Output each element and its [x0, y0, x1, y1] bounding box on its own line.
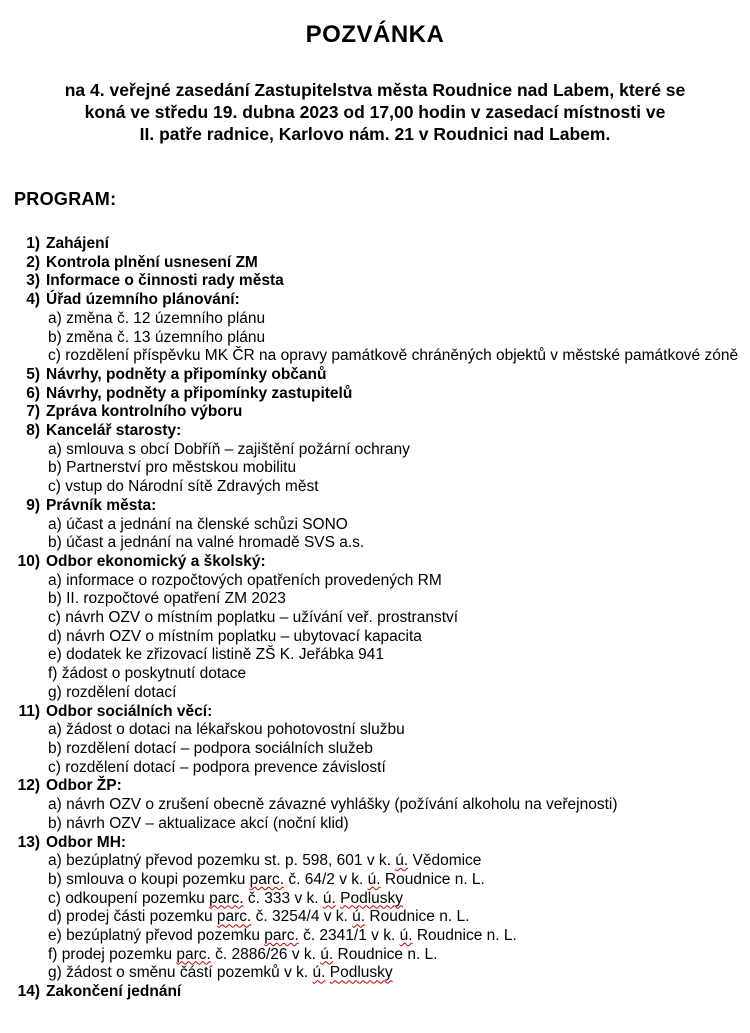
- program-item: [0, 403, 742, 422]
- program-subitem: [0, 721, 742, 740]
- misspelled-word: ú.: [395, 852, 409, 870]
- misspelled-word: parc.: [209, 889, 244, 907]
- program-item: [0, 553, 742, 572]
- intro-line: koná ve středu 19. dubna 2023 od 17,00 hodin v zasedací místnosti ve: [84, 102, 666, 122]
- intro-paragraph: [0, 79, 750, 145]
- subitem-text: Roudnice n. L.: [412, 927, 517, 945]
- subitem-text: změna č. 13 územního plánu: [66, 328, 266, 346]
- program-subitem: [0, 347, 742, 366]
- subitem-text: prodej části pozemku: [66, 908, 217, 926]
- misspelled-word: ú.: [312, 964, 326, 982]
- subitem-text: dodatek ke zřizovací listině ZŠ K. Jeřábka 941: [66, 646, 385, 664]
- misspelled-word: parc.: [264, 927, 299, 945]
- program-item-number: 14): [17, 983, 40, 1001]
- subitem-text: návrh OZV o místním poplatku – užívání veř. prostranství: [65, 609, 459, 627]
- program-subitem: [0, 516, 742, 535]
- program-subitem-label: c): [48, 347, 61, 365]
- subitem-text: žádost o směnu částí pozemků v k.: [66, 964, 313, 982]
- misspelled-word: Podlusky: [329, 964, 393, 982]
- program-subitem-label: c): [48, 889, 61, 907]
- program-subitem-label: g): [48, 683, 62, 701]
- program-subitem: [0, 441, 742, 460]
- program-item: [0, 291, 742, 310]
- subitem-text: č. 333 v k.: [243, 889, 323, 907]
- program-item-number: 5): [26, 365, 40, 383]
- subitem-text: návrh OZV o zrušení obecně závazné vyhlášky (požívání alkoholu na veřejnosti): [66, 796, 618, 814]
- program-subitem-label: b): [48, 328, 62, 346]
- misspelled-word: parc.: [176, 945, 211, 963]
- document-title: POZVÁNKA: [305, 21, 445, 48]
- program-item-title: Kontrola plnění usnesení ZM: [46, 253, 258, 271]
- subitem-text: Vědomice: [408, 852, 482, 870]
- subitem-text: smlouva o koupi pozemku: [66, 870, 250, 888]
- program-subitem-label: g): [48, 964, 62, 982]
- program-subitem: [0, 609, 742, 628]
- misspelled-word: ú.: [320, 945, 334, 963]
- program-subitem-label: f): [48, 665, 58, 683]
- program-subitem-label: e): [48, 927, 62, 945]
- program-item-number: 10): [17, 552, 40, 570]
- program-item-title: Zpráva kontrolního výboru: [46, 403, 243, 421]
- program-subitem: [0, 871, 742, 890]
- program-subitem: [0, 946, 742, 965]
- program-subitem: [0, 534, 742, 553]
- program-subitem: [0, 890, 742, 909]
- program-item: [0, 497, 742, 516]
- program-item-title: Odbor sociálních věcí:: [46, 702, 213, 720]
- program-subitem-label: b): [48, 870, 62, 888]
- program-item-number: 2): [26, 253, 40, 271]
- subitem-text: č. 2341/1 v k.: [298, 927, 400, 945]
- subitem-text: Partnerství pro městskou mobilitu: [66, 459, 297, 477]
- misspelled-word: ú.: [352, 908, 366, 926]
- program-subitem: [0, 927, 742, 946]
- program-subitem-label: b): [48, 739, 62, 757]
- program-item-number: 11): [18, 702, 40, 720]
- program-subitem-label: b): [48, 459, 62, 477]
- subitem-text: rozdělení příspěvku MK ČR na opravy památkově chráněných objektů v městské památkové zóně: [65, 347, 739, 365]
- program-item-title: Odbor ŽP:: [46, 777, 122, 795]
- program-subitem: [0, 590, 742, 609]
- program-item-number: 12): [17, 777, 40, 795]
- program-heading: PROGRAM:: [14, 189, 117, 209]
- program-item-number: 13): [17, 833, 40, 851]
- subitem-text: prodej pozemku: [61, 945, 177, 963]
- program-subitem: [0, 684, 742, 703]
- program-subitem-label: c): [48, 609, 61, 627]
- program-subitem-label: c): [48, 478, 61, 496]
- program-subitem-label: d): [48, 908, 62, 926]
- subitem-text: návrh OZV – aktualizace akcí (noční klid): [66, 814, 349, 832]
- program-subitem-label: a): [48, 721, 62, 739]
- subitem-text: žádost o poskytnutí dotace: [61, 665, 247, 683]
- subitem-text: účast a jednání na členské schůzi SONO: [66, 515, 348, 533]
- subitem-text: č. 3254/4 v k.: [251, 908, 353, 926]
- program-subitem: [0, 665, 742, 684]
- program-subitem-label: d): [48, 627, 62, 645]
- program-subitem: [0, 646, 742, 665]
- misspelled-word: parc.: [216, 908, 252, 926]
- subitem-text: bezúplatný převod pozemku st. p. 598, 601 v k.: [66, 852, 396, 870]
- program-subitem-label: a): [48, 515, 62, 533]
- program-item-number: 4): [26, 291, 40, 309]
- program-subitem: [0, 572, 742, 591]
- subitem-text: účast a jednání na valné hromadě SVS a.s.: [66, 534, 365, 552]
- subitem-text: Roudnice n. L.: [380, 870, 485, 888]
- program-item-number: 1): [26, 235, 40, 252]
- subitem-text: smlouva s obcí Dobříň – zajištění požární ochrany: [66, 440, 410, 458]
- program-subitem-label: b): [48, 590, 62, 608]
- program-subitem-label: a): [48, 309, 62, 327]
- subitem-text: č. 2886/26 v k.: [210, 945, 321, 963]
- program-subitem: [0, 796, 742, 815]
- misspelled-word: ú.: [399, 927, 413, 945]
- program-subitem: [0, 964, 742, 983]
- program-item: [0, 422, 742, 441]
- program-item-title: Právník města:: [46, 496, 157, 514]
- program-item-title: Úřad územního plánování:: [46, 291, 240, 309]
- intro-line: na 4. veřejné zasedání Zastupitelstva města Roudnice nad Labem, které se: [64, 80, 686, 100]
- program-subitem: [0, 628, 742, 647]
- misspelled-word: ú.: [322, 889, 336, 907]
- program-item: [0, 703, 742, 722]
- program-item: [0, 385, 742, 404]
- program-subitem: [0, 329, 742, 348]
- program-item-number: 6): [26, 384, 40, 402]
- subitem-text: rozdělení dotací – podpora sociálních služeb: [66, 739, 373, 757]
- subitem-text: informace o rozpočtových opatřeních provedených RM: [66, 571, 442, 589]
- subitem-text: Roudnice n. L.: [365, 908, 470, 926]
- subitem-text: č. 64/2 v k.: [284, 870, 368, 888]
- program-item: [0, 983, 742, 1002]
- program-item: [0, 235, 742, 254]
- subitem-text: rozdělení dotací: [66, 683, 177, 701]
- misspelled-word: Podlusky: [340, 889, 404, 907]
- misspelled-word: parc.: [249, 870, 285, 888]
- program-item-number: 9): [26, 496, 40, 514]
- program-subitem: [0, 459, 742, 478]
- program-item-number: 8): [26, 422, 40, 440]
- subitem-text: Roudnice n. L.: [333, 945, 438, 963]
- program-subitem-label: e): [48, 646, 62, 664]
- program-subitem: [0, 908, 742, 927]
- program-subitem: [0, 740, 742, 759]
- program-subitem: [0, 815, 742, 834]
- program-item-title: Informace o činnosti rady města: [46, 272, 284, 290]
- subitem-text: vstup do Národní sítě Zdravých měst: [65, 478, 319, 496]
- program-item-title: Zakončení jednání: [46, 983, 182, 1001]
- program-item-title: Kancelář starosty:: [46, 422, 182, 440]
- program-list: [0, 235, 750, 1002]
- program-item: [0, 254, 742, 273]
- intro-line: II. patře radnice, Karlovo nám. 21 v Roudnici nad Labem.: [139, 124, 611, 144]
- program-subitem-label: b): [48, 534, 62, 552]
- program-item: [0, 834, 742, 853]
- subitem-text: žádost o dotaci na lékařskou pohotovostní službu: [66, 721, 405, 739]
- subitem-text: návrh OZV o místním poplatku – ubytovací kapacita: [66, 627, 422, 645]
- program-item-title: Zahájení: [46, 235, 109, 252]
- subitem-text: II. rozpočtové opatření ZM 2023: [66, 590, 286, 608]
- subitem-text: odkoupení pozemku: [65, 889, 210, 907]
- program-subitem-label: b): [48, 814, 62, 832]
- program-subitem-label: c): [48, 758, 61, 776]
- program-subitem: [0, 852, 742, 871]
- subitem-text: bezúplatný převod pozemku: [66, 927, 265, 945]
- subitem-text: změna č. 12 územního plánu: [66, 309, 266, 327]
- program-subitem-label: f): [48, 945, 58, 963]
- program-subitem: [0, 759, 742, 778]
- program-subitem-label: a): [48, 440, 62, 458]
- program-item-title: Návrhy, podněty a připomínky občanů: [46, 365, 327, 383]
- program-item-title: Návrhy, podněty a připomínky zastupitelů: [46, 384, 353, 402]
- program-item: [0, 272, 742, 291]
- program-item: [0, 366, 742, 385]
- program-item-number: 7): [26, 403, 40, 421]
- misspelled-word: ú.: [367, 870, 381, 888]
- program-subitem: [0, 478, 742, 497]
- program-item: [0, 777, 742, 796]
- program-subitem-label: a): [48, 796, 62, 814]
- program-item-number: 3): [26, 272, 40, 290]
- subitem-text: rozdělení dotací – podpora prevence závislostí: [65, 758, 386, 776]
- program-subitem-label: a): [48, 571, 62, 589]
- program-subitem: [0, 310, 742, 329]
- program-item-title: Odbor MH:: [46, 833, 127, 851]
- program-item-title: Odbor ekonomický a školský:: [46, 552, 266, 570]
- program-subitem-label: a): [48, 852, 62, 870]
